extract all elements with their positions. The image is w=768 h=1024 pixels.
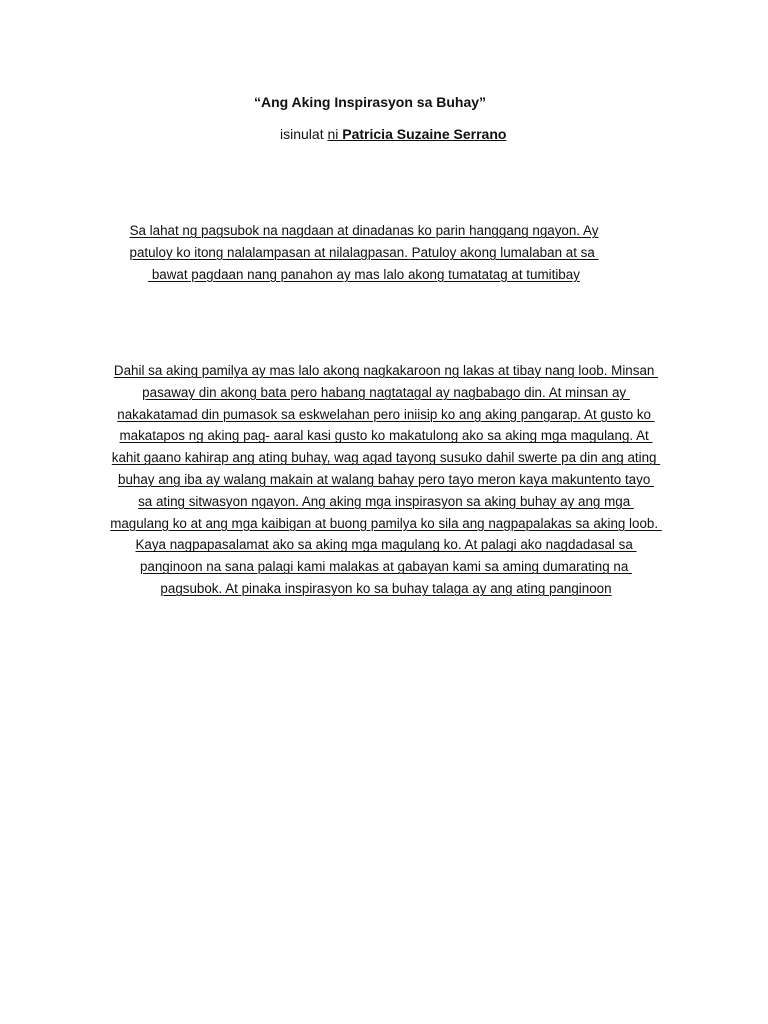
paragraph-line: pagsubok. At pinaka inspirasyon ko sa buhay talaga ay ang ating panginoon bbox=[160, 580, 612, 596]
document-title: “Ang Aking Inspirasyon sa Buhay” bbox=[253, 94, 487, 110]
paragraph-line: magulang ko at ang mga kaibigan at buong pamilya ko sila ang nagpapalakas sa aking loob. bbox=[110, 515, 662, 531]
paragraph-2 bbox=[0, 360, 768, 600]
author-name: Patricia Suzaine Serrano bbox=[342, 126, 507, 142]
paragraph-line: makatapos ng aking pag- aaral kasi gusto ko makatulong ako sa aking mga magulang. At bbox=[119, 428, 653, 444]
paragraph-line: Dahil sa aking pamilya ay mas lalo akong nagkakaroon ng lakas at tibay nang loob. Minsan bbox=[113, 363, 659, 378]
paragraph-line: panginoon na sana palagi kami malakas at gabayan kami sa aming dumarating na bbox=[139, 559, 633, 575]
paragraph-line: bawat pagdaan nang panahon ay mas lalo akong tumatatag at tumitibay bbox=[148, 266, 580, 282]
byline-preposition: ni bbox=[327, 126, 343, 142]
paragraph-line: nakakatamad din pumasok sa eskwelahan pero iniisip ko ang aking pangarap. At gusto ko bbox=[117, 406, 655, 422]
paragraph-line: patuloy ko itong nalalampasan at nilalagpasan. Patuloy akong lumalaban at sa bbox=[129, 244, 599, 260]
paragraph-line: kahit gaano kahirap ang ating buhay, wag agad tayong susuko dahil swerte pa din ang ating bbox=[111, 450, 661, 466]
paragraph-line: pasaway din akong bata pero habang nagtatagal ay nagbabago din. At minsan ay bbox=[142, 384, 630, 400]
paragraph-line: Sa lahat ng pagsubok na nagdaan at dinadanas ko parin hanggang ngayon. Ay bbox=[129, 223, 599, 238]
paragraph-line: Kaya nagpapasalamat ako sa aking mga magulang ko. At palagi ako nagdadasal sa bbox=[135, 537, 637, 553]
paragraph-line: sa ating sitwasyon ngayon. Ang aking mga inspirasyon sa aking buhay ay ang mga bbox=[138, 493, 634, 509]
paragraph-1 bbox=[0, 220, 728, 285]
byline-prefix: isinulat bbox=[280, 126, 328, 142]
paragraph-line: buhay ang iba ay walang makain at walang bahay pero tayo meron kaya makuntento tayo bbox=[118, 471, 654, 487]
byline bbox=[280, 126, 506, 142]
